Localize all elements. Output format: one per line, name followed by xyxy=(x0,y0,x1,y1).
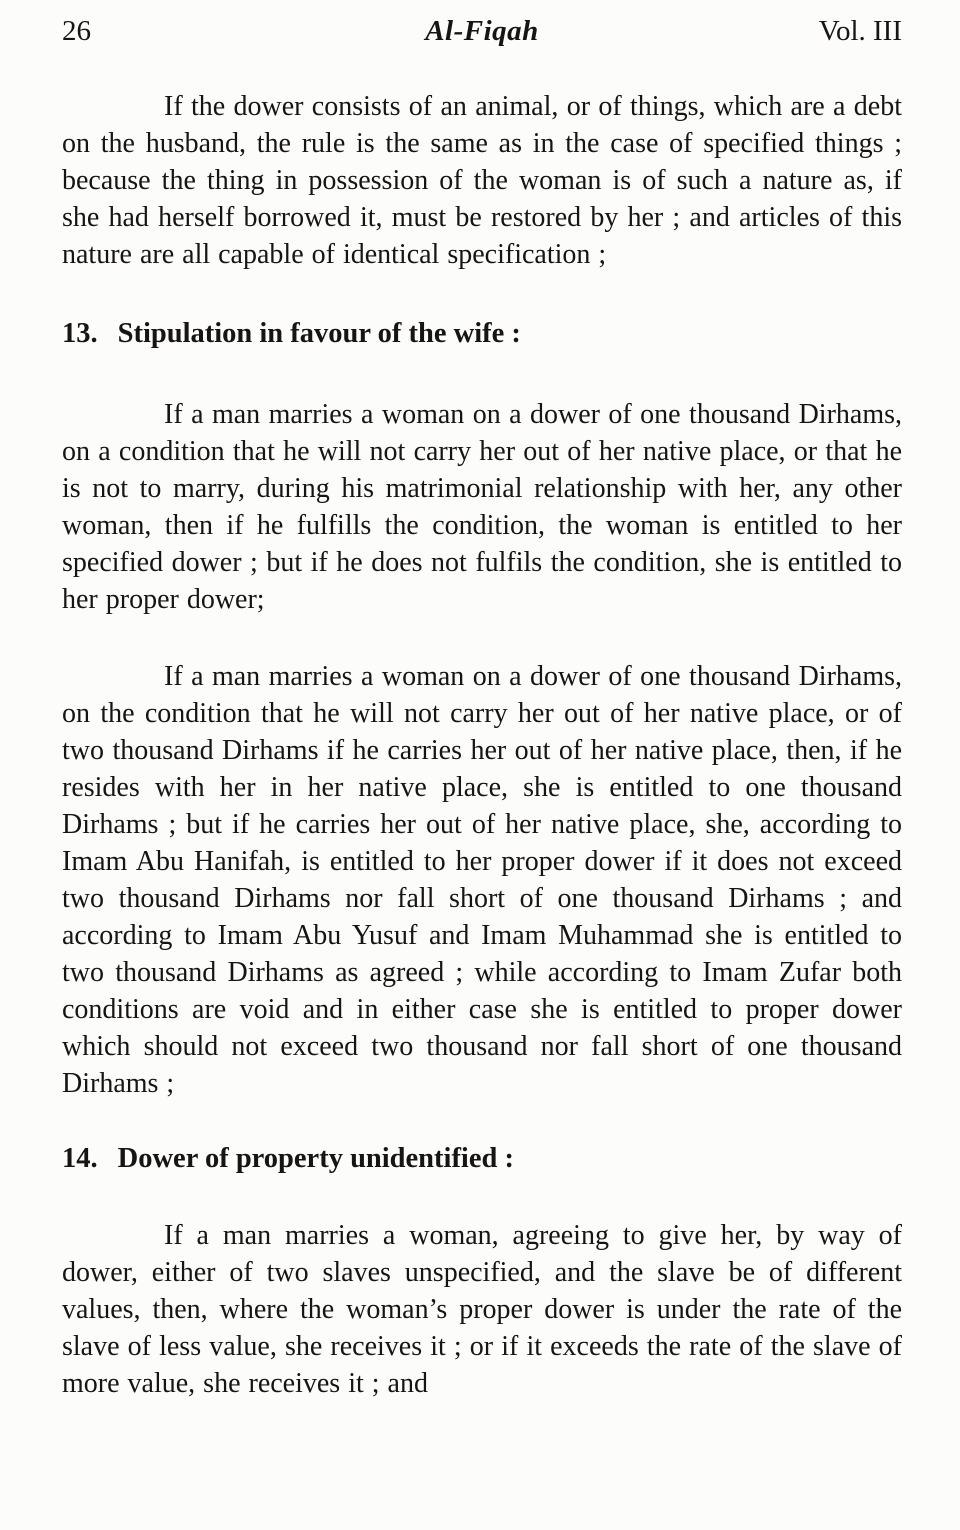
book-title: Al-Fiqah xyxy=(425,15,539,47)
section-title: Stipulation in favour of the wife : xyxy=(117,318,521,349)
paragraph-dower-animal: If the dower consists of an animal, or of things, which are a debt on the husband, the rule is the same as in the case of specified things ; because the thing in possession of the woman is of such a nature as, if she had herself borrowed it, must be restored by her ; and articles of this nature are all capable of identical specification ; xyxy=(62,91,902,270)
section-number: 13. xyxy=(62,318,98,349)
running-header xyxy=(62,14,902,48)
page-number: 26 xyxy=(62,15,91,47)
section-heading-14 xyxy=(62,1140,902,1177)
paragraph-stipulation-2: If a man marries a woman on a dower of one thousand Dirhams, on the condition that he will not carry her out of her native place, or of two thousand Dirhams if he carries her out of her native place, then, if he resides with her in her native place, she is entitled to one thousand Dirhams ; but if he carries her out of her native place, she, according to Imam Abu Hanifah, is entitled to her proper dower if it does not exceed two thousand Dirhams nor fall short of one thousand Dirhams ; and according to Imam Abu Yusuf and Imam Muhammad she is entitled to two thousand Dirhams as agreed ; while according to Imam Zufar both conditions are void and in either case she is entitled to proper dower which should not exceed two thousand nor fall short of one thousand Dirhams ; xyxy=(62,661,902,1099)
section-number: 14. xyxy=(62,1143,98,1174)
volume-label: Vol. III xyxy=(818,15,902,47)
paragraph-stipulation-1: If a man marries a woman on a dower of one thousand Dirhams, on a condition that he will not carry her out of her native place, or that he is not to marry, during his matrimonial relationship with her, any other woman, then if he fulfills the condition, the woman is entitled to her specified dower ; but if he does not fulfils the condition, she is entitled to her proper dower; xyxy=(62,399,902,615)
section-title: Dower of property unidentified : xyxy=(117,1143,514,1174)
paragraph-property-unidentified: If a man marries a woman, agreeing to give her, by way of dower, either of two slaves unspecified, and the slave be of different values, then, where the woman’s proper dower is under the rate of the slave of less value, she receives it ; or if it exceeds the rate of the slave of more value, she receives it ; and xyxy=(62,1220,902,1399)
section-heading-13 xyxy=(62,315,902,352)
